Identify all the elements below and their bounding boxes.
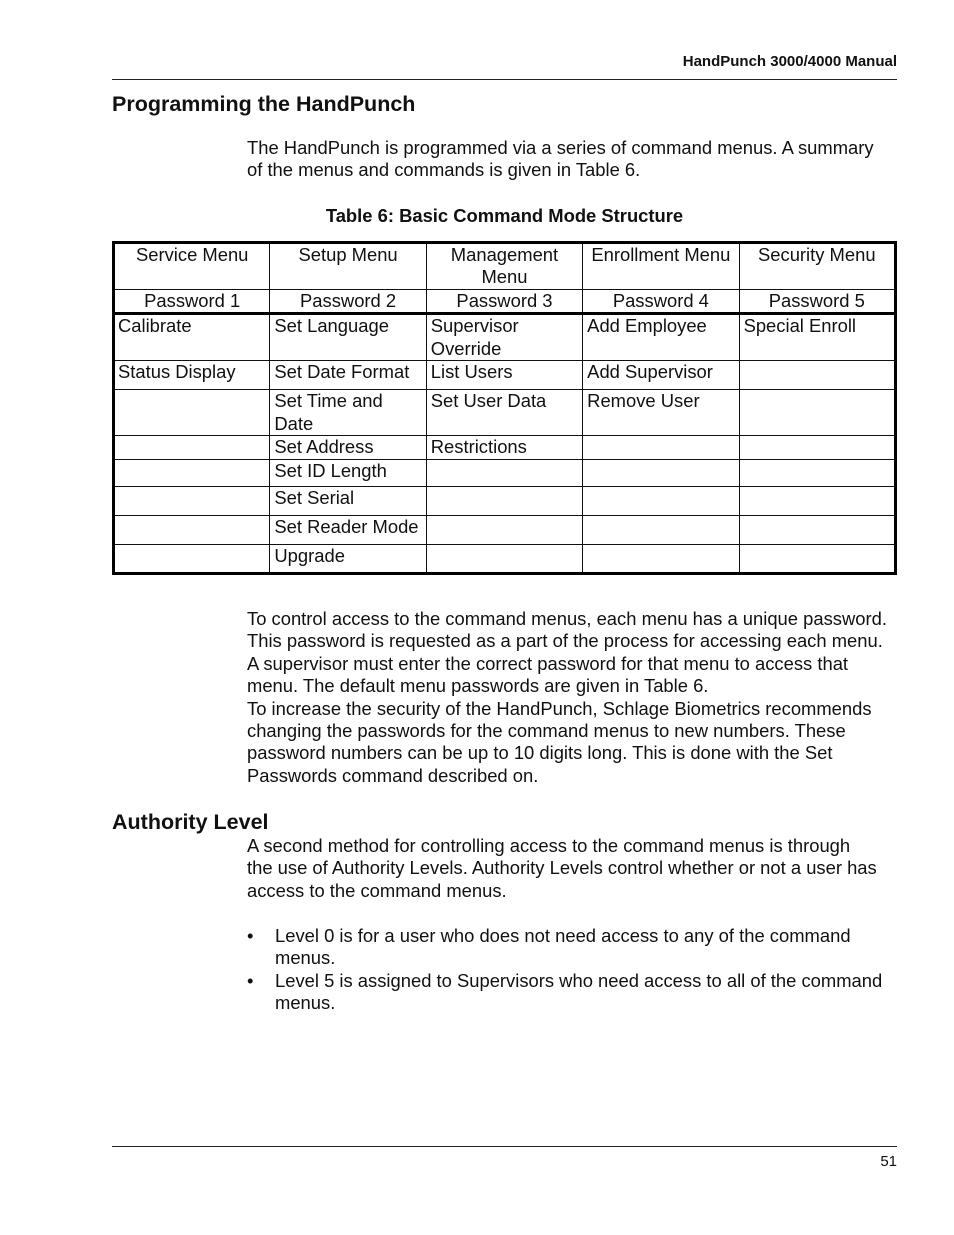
- table-cell: [426, 487, 582, 516]
- text-line: Level 5 is assigned to Supervisors who need access to all of the command: [275, 969, 883, 991]
- table-row: [114, 545, 896, 574]
- table-header-cell: Setup Menu: [270, 243, 426, 290]
- running-header-title: HandPunch 3000/4000 Manual: [682, 53, 897, 70]
- text-line: A supervisor must enter the correct password for that menu to access that: [247, 652, 849, 674]
- section-heading-authority: Authority Level: [112, 810, 269, 834]
- text-line: changing the passwords for the command menus to new numbers. These: [247, 720, 846, 742]
- table-header-cell: Enrollment Menu: [583, 243, 739, 290]
- table-cell: [739, 516, 895, 545]
- table-cell: [739, 390, 895, 436]
- command-mode-table: [112, 241, 897, 575]
- text-line: access to the command menus.: [247, 879, 507, 901]
- table-cell: Remove User: [583, 390, 739, 436]
- text-line: To increase the security of the HandPunch, Schlage Biometrics recommends: [247, 697, 872, 719]
- table-cell: Special Enroll: [739, 314, 895, 361]
- table-cell: Status Display: [114, 361, 270, 390]
- table-cell: Set Time and Date: [270, 390, 426, 436]
- table-row: [114, 390, 896, 436]
- table-cell: [739, 361, 895, 390]
- table-row: [114, 314, 896, 361]
- table-cell: List Users: [426, 361, 582, 390]
- text-line: of the menus and commands is given in Table 6.: [247, 159, 641, 181]
- table-row: [114, 487, 896, 516]
- table-caption: Table 6: Basic Command Mode Structure: [325, 205, 684, 226]
- table-menu-row: [114, 243, 896, 290]
- table-header-cell: Security Menu: [739, 243, 895, 290]
- table-password-row: [114, 290, 896, 314]
- table-cell: [739, 545, 895, 574]
- table-cell: [583, 487, 739, 516]
- table-cell: Set Date Format: [270, 361, 426, 390]
- table-cell: Set User Data: [426, 390, 582, 436]
- table-cell: [739, 487, 895, 516]
- table-cell: Upgrade: [270, 545, 426, 574]
- table-password-cell: Password 4: [583, 290, 739, 314]
- text-line: menus.: [275, 992, 336, 1014]
- table-password-cell: Password 5: [739, 290, 895, 314]
- list-item: [247, 970, 882, 1015]
- text-line: Passwords command described on.: [247, 764, 539, 786]
- table-cell: Set ID Length: [270, 460, 426, 487]
- text-line: This password is requested as a part of the process for accessing each menu.: [247, 630, 883, 652]
- text-line: A second method for controlling access to the command menus is through: [247, 835, 851, 856]
- table-cell: Set Address: [270, 436, 426, 460]
- text-line: Level 0 is for a user who does not need access to any of the command: [275, 925, 851, 946]
- table-cell: [739, 436, 895, 460]
- table-row: [114, 361, 896, 390]
- table-cell: [114, 487, 270, 516]
- text-line: password numbers can be up to 10 digits long. This is done with the Set: [247, 742, 833, 764]
- table-cell: Add Employee: [583, 314, 739, 361]
- table-cell: [114, 436, 270, 460]
- table-row: [114, 436, 896, 460]
- table-cell: [114, 390, 270, 436]
- text-line: menus.: [275, 947, 336, 969]
- text-line: To control access to the command menus, each menu has a unique password.: [247, 608, 887, 629]
- header-rule: [112, 79, 897, 80]
- table-row: [114, 460, 896, 487]
- table-cell: [114, 516, 270, 545]
- table-cell: [114, 460, 270, 487]
- section-heading-programming: Programming the HandPunch: [112, 92, 416, 116]
- table-cell: [583, 516, 739, 545]
- table-header-cell: Management Menu: [426, 243, 582, 290]
- table-cell: Calibrate: [114, 314, 270, 361]
- table-cell: Set Reader Mode: [270, 516, 426, 545]
- table-password-cell: Password 2: [270, 290, 426, 314]
- text-line: The HandPunch is programmed via a series of command menus. A summary: [247, 137, 874, 158]
- table-password-cell: Password 3: [426, 290, 582, 314]
- table-cell: Supervisor Override: [426, 314, 582, 361]
- table-cell: [739, 460, 895, 487]
- table-cell: Restrictions: [426, 436, 582, 460]
- table-cell: [426, 545, 582, 574]
- intro-paragraph: [247, 137, 874, 182]
- bullet-icon: •: [247, 925, 254, 946]
- table-header-cell: Service Menu: [114, 243, 270, 290]
- access-paragraph: [247, 608, 887, 787]
- bullet-icon: •: [247, 969, 254, 991]
- table-cell: [114, 545, 270, 574]
- table-cell: [583, 460, 739, 487]
- footer-rule: [112, 1146, 897, 1147]
- table-cell: [583, 545, 739, 574]
- table-cell: Add Supervisor: [583, 361, 739, 390]
- table-cell: Set Serial: [270, 487, 426, 516]
- text-line: menu. The default menu passwords are given in Table 6.: [247, 675, 709, 697]
- table-cell: [426, 460, 582, 487]
- text-line: the use of Authority Levels. Authority Levels control whether or not a user has: [247, 857, 877, 879]
- authority-level-list: [247, 925, 882, 1015]
- authority-paragraph: [247, 835, 877, 902]
- list-item: [247, 925, 882, 970]
- table-password-cell: Password 1: [114, 290, 270, 314]
- table-cell: Set Language: [270, 314, 426, 361]
- page-number: 51: [880, 1153, 897, 1170]
- table-row: [114, 516, 896, 545]
- table-cell: [426, 516, 582, 545]
- table-cell: [583, 436, 739, 460]
